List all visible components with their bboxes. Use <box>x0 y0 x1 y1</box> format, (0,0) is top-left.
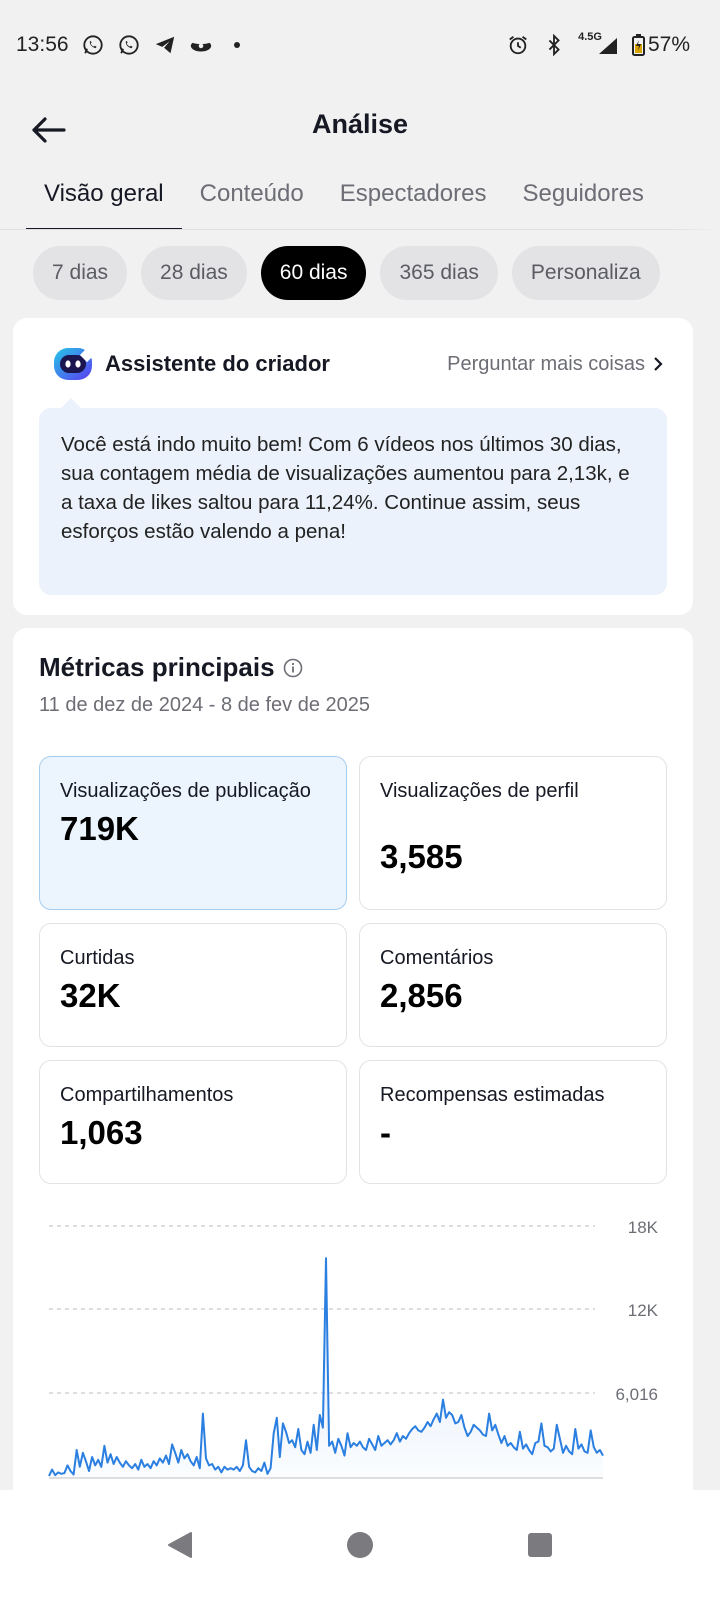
tabs-fade <box>670 172 720 230</box>
metric-tile-post-views[interactable] <box>39 756 347 910</box>
metric-value: 32K <box>60 977 121 1014</box>
chip-7-days[interactable]: 7 dias <box>33 246 127 300</box>
status-time: 13:56 <box>16 33 69 56</box>
chevron-right-icon <box>653 356 663 372</box>
tab-bar <box>0 172 720 230</box>
metric-label: Recompensas estimadas <box>380 1084 605 1106</box>
nav-back-button[interactable] <box>150 1515 210 1575</box>
header <box>0 90 720 172</box>
status-left <box>16 33 249 57</box>
y-tick-label: 12K <box>627 1301 658 1320</box>
tab-viewers[interactable]: Espectadores <box>339 180 487 207</box>
assistant-logo-icon <box>53 347 93 381</box>
y-tick-label: 18K <box>627 1218 658 1237</box>
eye-icon <box>189 33 213 57</box>
battery-percent: 57% <box>647 33 690 56</box>
metric-label: Visualizações de perfil <box>380 780 579 802</box>
metrics-title: Métricas principais <box>39 652 275 682</box>
tab-content[interactable]: Conteúdo <box>199 180 304 207</box>
assistant-header <box>53 344 663 384</box>
metric-tile-comments[interactable] <box>359 923 667 1047</box>
ask-more-label: Perguntar mais coisas <box>447 352 645 375</box>
signal-group <box>578 33 620 57</box>
assistant-message: Você está indo muito bem! Com 6 vídeos nos últimos 30 dias, sua contagem média de visualizações aumentou para 2,13k, e a taxa de likes saltou para 11,24%. Continue assim, seus esforços estão valendo a pena! <box>39 408 667 595</box>
bluetooth-icon <box>542 33 566 57</box>
views-line-chart <box>33 1208 673 1488</box>
square-recents-icon <box>526 1531 554 1559</box>
metric-label: Visualizações de publicação <box>60 780 311 802</box>
tab-overview[interactable]: Visão geral <box>26 172 182 230</box>
y-tick-label: 6,016 <box>615 1385 658 1404</box>
nav-home-button[interactable] <box>330 1515 390 1575</box>
status-right <box>506 33 690 57</box>
battery-icon <box>632 33 646 57</box>
metrics-title-row <box>39 652 303 683</box>
ask-more-link[interactable] <box>447 353 663 376</box>
metric-tile-likes[interactable] <box>39 923 347 1047</box>
triangle-back-icon <box>165 1530 195 1560</box>
whatsapp-icon <box>81 33 105 57</box>
chip-365-days[interactable]: 365 dias <box>380 246 497 300</box>
page-title: Análise <box>311 109 409 139</box>
nav-recents-button[interactable] <box>510 1515 570 1575</box>
telegram-icon <box>153 33 177 57</box>
whatsapp-icon <box>117 33 141 57</box>
circle-home-icon <box>345 1530 375 1560</box>
alarm-icon <box>506 33 530 57</box>
dot-icon <box>225 33 249 57</box>
assistant-title: Assistente do criador <box>105 351 330 376</box>
period-chips <box>33 246 720 300</box>
info-icon[interactable] <box>283 658 303 678</box>
metric-label: Compartilhamentos <box>60 1084 234 1106</box>
metric-value: 3,585 <box>380 838 463 875</box>
metric-label: Comentários <box>380 947 494 969</box>
battery-group <box>632 33 690 57</box>
system-nav-bar <box>0 1490 720 1600</box>
metric-value: 2,856 <box>380 977 463 1014</box>
metric-value: 1,063 <box>60 1114 143 1151</box>
metric-tile-shares[interactable] <box>39 1060 347 1184</box>
metric-label: Curtidas <box>60 947 135 969</box>
metrics-date-range: 11 de dez de 2024 - 8 de fev de 2025 <box>39 694 371 716</box>
assistant-card <box>13 318 693 615</box>
metric-value: 719K <box>60 810 139 847</box>
chip-custom[interactable]: Personaliza <box>512 246 660 300</box>
metric-value: - <box>380 1114 391 1151</box>
tab-followers[interactable]: Seguidores <box>522 180 644 207</box>
chip-28-days[interactable]: 28 dias <box>141 246 247 300</box>
network-type: 4.5G <box>578 31 602 43</box>
metric-tile-profile-views[interactable] <box>359 756 667 910</box>
status-bar <box>0 0 720 90</box>
chip-60-days[interactable]: 60 dias <box>261 246 367 300</box>
metric-tile-rewards[interactable] <box>359 1060 667 1184</box>
